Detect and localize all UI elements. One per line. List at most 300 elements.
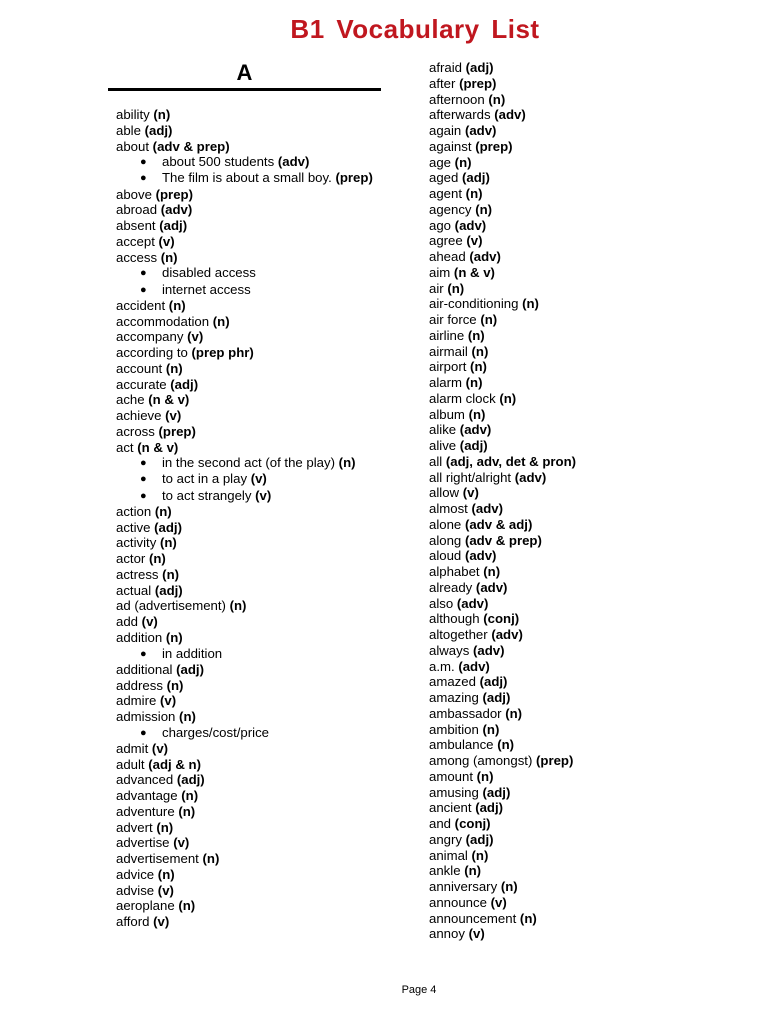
vocabulary-entry (116, 741, 373, 757)
entry-word: additional (116, 661, 177, 677)
entry-word: allow (429, 485, 463, 501)
vocabulary-entry (116, 567, 373, 583)
part-of-speech: (n) (165, 360, 183, 376)
entry-word: album (429, 406, 469, 422)
part-of-speech: (v) (468, 926, 485, 942)
part-of-speech: (v) (250, 471, 267, 487)
part-of-speech: (v) (153, 914, 170, 930)
entry-word: anniversary (429, 879, 501, 894)
entry-word: a.m. (429, 658, 459, 674)
entry-word: aged (429, 170, 463, 186)
vocabulary-entry (116, 709, 373, 725)
part-of-speech: (adv) (514, 469, 547, 485)
entry-word: air force (429, 312, 481, 327)
part-of-speech: (adv) (160, 202, 193, 218)
vocabulary-example (116, 265, 373, 281)
entry-word: able (116, 122, 145, 138)
section-divider (108, 88, 381, 91)
vocabulary-example (116, 455, 373, 471)
vocabulary-entry (429, 233, 576, 249)
part-of-speech: (adj) (176, 661, 204, 677)
part-of-speech: (v) (158, 233, 175, 249)
part-of-speech: (n) (154, 503, 172, 519)
part-of-speech: (n) (212, 313, 230, 329)
vocabulary-example (116, 471, 373, 487)
vocabulary-entry (429, 218, 576, 234)
entry-word: amount (429, 768, 477, 784)
part-of-speech: (v) (159, 693, 177, 709)
vocabulary-entry (429, 596, 576, 612)
entry-word: adventure (116, 803, 179, 819)
entry-word: airline (429, 327, 468, 343)
part-of-speech: (v) (462, 485, 479, 501)
part-of-speech: (adj) (459, 438, 488, 453)
vocabulary-example (116, 488, 373, 504)
entry-word: actress (116, 566, 163, 582)
entry-word: ambassador (429, 705, 506, 721)
vocabulary-entry (116, 535, 373, 551)
vocabulary-entry (116, 139, 373, 155)
bullet-icon: ● (140, 457, 147, 470)
vocabulary-example (116, 154, 373, 170)
entry-word: almost (429, 501, 472, 516)
part-of-speech: (adj) (475, 800, 504, 816)
entry-word: admission (116, 709, 180, 724)
vocabulary-entry (429, 611, 576, 627)
part-of-speech: (adv) (469, 249, 501, 264)
entry-word: disabled access (162, 265, 256, 281)
entry-word: advertise (116, 835, 174, 851)
entry-word: achieve (116, 408, 166, 423)
part-of-speech: (v) (141, 614, 158, 630)
vocabulary-entry (429, 895, 576, 911)
entry-word: according to (116, 345, 192, 360)
part-of-speech: (adj) (465, 831, 494, 847)
entry-word: announcement (429, 910, 520, 926)
vocabulary-example (116, 282, 373, 298)
bullet-icon: ● (140, 156, 147, 169)
vocabulary-entry (116, 583, 373, 599)
vocabulary-entry (116, 408, 373, 424)
section-letter: A (236, 60, 253, 85)
entry-word: aim (429, 264, 454, 280)
entry-word: ambulance (429, 737, 498, 753)
vocabulary-entry (116, 440, 373, 456)
entry-word: The film is about a small boy. (162, 170, 336, 186)
vocabulary-entry (429, 139, 576, 155)
bullet-icon: ● (140, 473, 147, 486)
part-of-speech: (n) (166, 677, 184, 693)
vocabulary-entry (116, 187, 373, 203)
entry-word: aeroplane (116, 898, 179, 914)
vocabulary-entry (429, 123, 576, 139)
entry-word: ambition (429, 721, 483, 737)
vocabulary-entry (429, 706, 576, 722)
bullet-icon: ● (140, 267, 147, 280)
vocabulary-entry (429, 344, 576, 360)
vocabulary-entry (116, 693, 373, 709)
part-of-speech: (n) (156, 819, 174, 835)
vocabulary-entry (429, 186, 576, 202)
part-of-speech: (prep) (459, 75, 497, 91)
vocabulary-entry (116, 788, 373, 804)
entry-word: aloud (429, 548, 465, 564)
vocabulary-entry (116, 551, 373, 567)
part-of-speech: (n) (482, 721, 500, 737)
entry-word: ankle (429, 863, 465, 879)
vocabulary-example (116, 725, 373, 741)
vocabulary-entry (429, 76, 576, 92)
vocabulary-entry (429, 265, 576, 281)
vocabulary-entry (116, 851, 373, 867)
entry-word: adult (116, 756, 149, 772)
part-of-speech: (n) (178, 803, 196, 819)
vocabulary-entry (429, 107, 576, 123)
part-of-speech: (adj & n) (148, 756, 202, 772)
part-of-speech: (n) (168, 297, 186, 313)
part-of-speech: (adj) (144, 122, 173, 138)
vocabulary-entry (429, 249, 576, 265)
part-of-speech: (adj) (462, 170, 490, 186)
vocabulary-entry (429, 359, 576, 375)
part-of-speech: (v) (255, 487, 272, 503)
vocabulary-entry (429, 690, 576, 706)
entry-word: advertisement (116, 851, 203, 867)
vocabulary-entry (429, 926, 576, 942)
entry-word: action (116, 503, 155, 519)
vocabulary-entry (116, 867, 373, 883)
part-of-speech: (n) (153, 107, 171, 122)
vocabulary-entry (429, 627, 576, 643)
entry-word: all (429, 453, 446, 469)
part-of-speech: (n) (505, 705, 523, 721)
part-of-speech: (conj) (483, 611, 520, 627)
vocabulary-entry (429, 60, 576, 76)
part-of-speech: (n & v) (453, 264, 495, 280)
part-of-speech: (adv) (454, 217, 487, 233)
entry-word: air-conditioning (429, 296, 523, 312)
vocabulary-entry (116, 329, 373, 345)
vocabulary-entry (116, 835, 373, 851)
vocabulary-entry (429, 517, 576, 533)
part-of-speech: (adv) (464, 123, 497, 138)
part-of-speech: (adv) (459, 422, 492, 438)
part-of-speech: (adv) (456, 595, 489, 611)
entry-word: angry (429, 831, 466, 847)
entry-word: agency (429, 201, 476, 217)
entry-word: advise (116, 882, 158, 898)
entry-word: ability (116, 107, 154, 122)
vocabulary-entry (116, 234, 373, 250)
entry-word: admit (116, 740, 152, 756)
vocabulary-example (116, 170, 373, 186)
bullet-icon: ● (140, 283, 147, 296)
entry-word: ancient (429, 800, 476, 816)
part-of-speech: (n) (475, 201, 493, 217)
vocabulary-entry (429, 848, 576, 864)
vocabulary-entry (429, 785, 576, 801)
part-of-speech: (n) (162, 566, 180, 582)
entry-word: to act in a play (162, 471, 251, 487)
entry-word: admire (116, 693, 160, 709)
vocabulary-entry (429, 879, 576, 895)
vocabulary-entry (429, 832, 576, 848)
entry-word: internet access (162, 281, 251, 297)
part-of-speech: (adv) (472, 642, 505, 658)
vocabulary-entry (429, 281, 576, 297)
entry-word: all right/alright (429, 469, 515, 485)
part-of-speech: (n) (179, 709, 196, 724)
vocabulary-entry (429, 391, 576, 407)
bullet-icon: ● (140, 647, 147, 660)
part-of-speech: (conj) (454, 816, 491, 831)
vocabulary-entry (116, 298, 373, 314)
vocabulary-entry (116, 614, 373, 630)
entry-word: about (116, 138, 153, 154)
vocabulary-entry (116, 804, 373, 820)
entry-word: although (429, 611, 484, 627)
part-of-speech: (adv) (277, 154, 310, 170)
part-of-speech: (v) (151, 740, 169, 756)
vocabulary-entry (116, 914, 373, 930)
entry-word: active (116, 519, 155, 535)
vocabulary-entry (116, 883, 373, 899)
part-of-speech: (v) (490, 894, 507, 910)
part-of-speech: (adv & adj) (464, 516, 533, 532)
part-of-speech: (n) (522, 296, 539, 312)
vocabulary-entry (429, 170, 576, 186)
part-of-speech: (v) (466, 233, 483, 249)
vocabulary-entry (116, 377, 373, 393)
vocabulary-entry (429, 580, 576, 596)
vocabulary-entry (429, 454, 576, 470)
entry-word: advanced (116, 772, 177, 788)
vocabulary-entry (116, 757, 373, 773)
entry-word: actual (116, 582, 155, 598)
vocabulary-entry (429, 438, 576, 454)
part-of-speech: (n) (500, 879, 518, 894)
entry-word: accident (116, 297, 169, 313)
part-of-speech: (n) (160, 249, 178, 265)
part-of-speech: (n) (159, 535, 177, 551)
part-of-speech: (prep) (536, 753, 574, 768)
vocabulary-entry (429, 533, 576, 549)
part-of-speech: (n) (467, 327, 485, 343)
entry-word: always (429, 642, 473, 658)
entry-word: ago (429, 217, 455, 233)
vocabulary-entry (116, 820, 373, 836)
vocabulary-entry (429, 863, 576, 879)
entry-word: accompany (116, 329, 188, 345)
entry-word: alive (429, 438, 460, 453)
entry-word: above (116, 186, 156, 202)
entry-word: to act strangely (162, 487, 256, 503)
entry-word: age (429, 154, 455, 170)
part-of-speech: (v) (173, 835, 190, 851)
vocabulary-entry (429, 643, 576, 659)
entry-word: ache (116, 392, 149, 408)
entry-word: airport (429, 359, 471, 375)
entry-word: access (116, 249, 161, 265)
entry-word: amazed (429, 674, 480, 690)
entry-word: against (429, 138, 476, 154)
entry-word: accommodation (116, 313, 213, 329)
entry-word: alike (429, 422, 460, 438)
part-of-speech: (n) (471, 343, 489, 359)
entry-word: afraid (429, 60, 466, 75)
vocabulary-entry (116, 202, 373, 218)
vocabulary-entry (429, 501, 576, 517)
entry-word: ad (advertisement) (116, 598, 230, 614)
entry-word: accurate (116, 376, 171, 392)
part-of-speech: (adv) (491, 627, 523, 642)
entry-word: annoy (429, 926, 469, 942)
vocabulary-entry (116, 898, 373, 914)
entry-word: altogether (429, 627, 492, 642)
entry-word: advice (116, 866, 158, 882)
vocabulary-entry (429, 564, 576, 580)
vocabulary-column-left (116, 107, 373, 930)
entry-word: already (429, 579, 476, 595)
part-of-speech: (prep) (158, 423, 196, 439)
part-of-speech: (adv & prep) (464, 532, 542, 548)
entry-word: airmail (429, 343, 472, 359)
bullet-icon: ● (140, 726, 147, 739)
vocabulary-entry (429, 769, 576, 785)
part-of-speech: (adv) (494, 107, 526, 123)
part-of-speech: (v) (187, 329, 204, 345)
entry-word: in addition (162, 645, 223, 661)
entry-word: act (116, 439, 138, 455)
entry-word: and (429, 816, 455, 831)
vocabulary-entry (429, 328, 576, 344)
part-of-speech: (n) (165, 629, 183, 645)
entry-word: announce (429, 894, 491, 910)
part-of-speech: (n) (470, 359, 487, 375)
vocabulary-entry (116, 314, 373, 330)
part-of-speech: (n) (468, 406, 486, 422)
vocabulary-entry (116, 504, 373, 520)
vocabulary-entry (116, 250, 373, 266)
entry-word: among (amongst) (429, 753, 537, 768)
entry-word: also (429, 595, 457, 611)
entry-word: amazing (429, 690, 483, 705)
part-of-speech: (v) (165, 408, 182, 423)
entry-word: activity (116, 535, 160, 551)
entry-word: afford (116, 914, 154, 930)
vocabulary-entry (116, 218, 373, 234)
entry-word: amusing (429, 784, 483, 800)
vocabulary-entry (116, 107, 373, 123)
part-of-speech: (n) (480, 312, 498, 327)
vocabulary-entry (429, 722, 576, 738)
entry-word: ahead (429, 249, 470, 264)
part-of-speech: (n) (148, 551, 166, 567)
entry-word: afternoon (429, 91, 489, 107)
part-of-speech: (n) (157, 866, 175, 882)
part-of-speech: (adj) (176, 772, 205, 788)
part-of-speech: (n & v) (148, 392, 190, 408)
part-of-speech: (adv) (475, 579, 508, 595)
entry-word: address (116, 677, 167, 693)
vocabulary-entry (429, 470, 576, 486)
vocabulary-entry (429, 407, 576, 423)
part-of-speech: (n) (464, 863, 482, 879)
part-of-speech: (prep) (155, 186, 193, 202)
entry-word: alarm clock (429, 390, 500, 406)
part-of-speech: (adv & prep) (152, 138, 230, 154)
entry-word: alone (429, 516, 465, 532)
part-of-speech: (n) (338, 455, 356, 471)
part-of-speech: (n) (229, 598, 247, 614)
part-of-speech: (adv) (464, 548, 497, 564)
vocabulary-entry (116, 678, 373, 694)
vocabulary-entry (429, 485, 576, 501)
entry-word: alarm (429, 375, 466, 390)
vocabulary-entry (429, 659, 576, 675)
part-of-speech: (adj, adv, det & pron) (445, 453, 577, 469)
vocabulary-example (116, 646, 373, 662)
bullet-icon: ● (140, 172, 147, 185)
vocabulary-entry (116, 630, 373, 646)
entry-word: actor (116, 551, 149, 567)
part-of-speech: (n) (454, 154, 472, 170)
vocabulary-entry (116, 662, 373, 678)
part-of-speech: (adj) (170, 376, 199, 392)
part-of-speech: (prep) (335, 170, 373, 186)
part-of-speech: (adj) (159, 218, 188, 234)
vocabulary-entry (429, 155, 576, 171)
vocabulary-entry (116, 392, 373, 408)
part-of-speech: (prep phr) (191, 345, 254, 360)
part-of-speech: (adj) (465, 60, 494, 75)
part-of-speech: (n) (465, 186, 483, 201)
entry-word: accept (116, 233, 159, 249)
entry-word: after (429, 75, 460, 91)
part-of-speech: (adj) (154, 582, 183, 598)
vocabulary-entry (429, 92, 576, 108)
part-of-speech: (n) (497, 737, 515, 753)
part-of-speech: (n) (483, 564, 501, 579)
vocabulary-entry (429, 312, 576, 328)
part-of-speech: (n) (178, 898, 196, 914)
part-of-speech: (n) (181, 788, 199, 804)
entry-word: abroad (116, 202, 161, 218)
entry-word: advert (116, 819, 157, 835)
entry-word: along (429, 532, 465, 548)
vocabulary-entry (429, 296, 576, 312)
vocabulary-entry (429, 911, 576, 927)
vocabulary-entry (429, 737, 576, 753)
part-of-speech: (n) (202, 851, 220, 867)
vocabulary-entry (429, 816, 576, 832)
vocabulary-entry (429, 548, 576, 564)
vocabulary-entry (116, 598, 373, 614)
entry-word: again (429, 123, 465, 138)
entry-word: animal (429, 847, 472, 863)
entry-word: absent (116, 218, 160, 234)
part-of-speech: (prep) (475, 138, 513, 154)
vocabulary-entry (116, 424, 373, 440)
part-of-speech: (adv) (458, 658, 490, 674)
bullet-icon: ● (140, 489, 147, 502)
part-of-speech: (adj) (482, 690, 511, 705)
part-of-speech: (n) (447, 280, 465, 296)
entry-word: in the second act (of the play) (162, 455, 339, 471)
entry-word: account (116, 360, 166, 376)
part-of-speech: (n) (471, 847, 489, 863)
vocabulary-entry (429, 674, 576, 690)
